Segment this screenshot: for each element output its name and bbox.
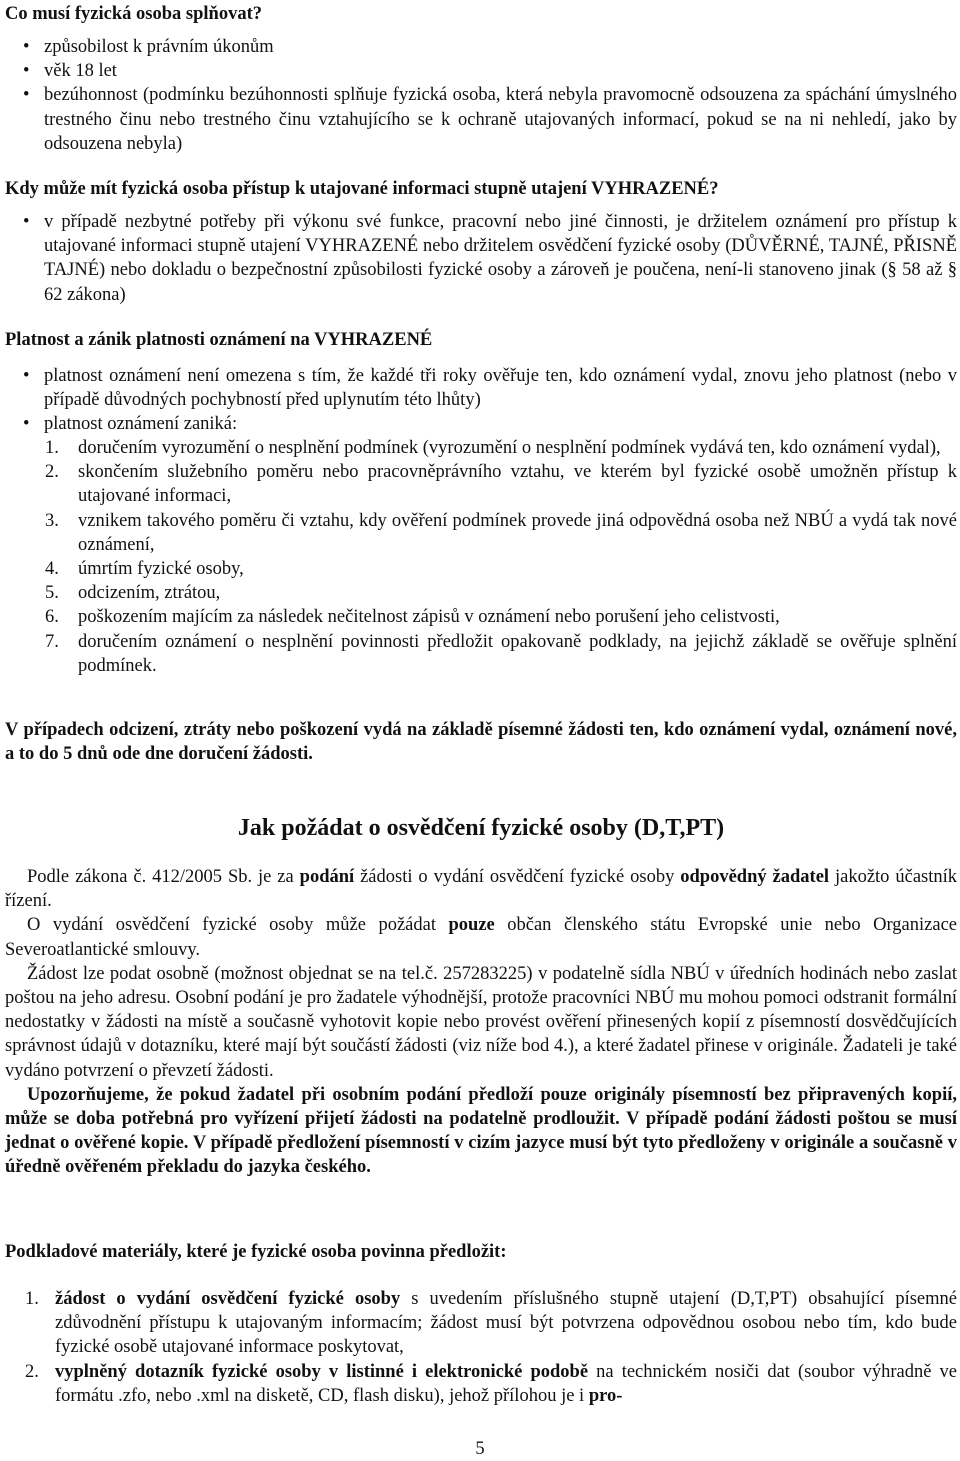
section-heading-documents: Podkladové materiály, které je fyzické osoba povinna předložit: [5, 1242, 507, 1262]
section-heading-validity: Platnost a zánik platnosti oznámení na VYHRAZENÉ [5, 330, 433, 350]
access-list [5, 210, 957, 307]
page-number: 5 [475, 1439, 485, 1459]
validity-list [5, 364, 957, 437]
request-paragraphs [5, 865, 957, 1180]
list-item: 3. vznikem takového poměru či vztahu, kdy ověření podmínek provede jiná odpovědná osoba než NBÚ a vydá tak nové oznámení, [45, 510, 957, 555]
list-item: 2. skončením služebního poměru nebo pracovněprávního vztahu, ve kterém byl fyzické osobě umožněn přístup k utajované informaci, [45, 462, 957, 507]
list-item: • platnost oznámení zaniká: [5, 412, 957, 436]
list-item: • bezúhonnost (podmínku bezúhonnosti splňuje fyzická osoba, která nebyla pravomocně odsouzena za spáchání úmyslného trestného činu nebo trestného činu vztahujícího se k ochraně utajovaných informací, pokud se na ni nehledí, jako by odsouzena nebyla) [5, 83, 957, 156]
list-item: • v případě nezbytné potřeby při výkonu své funkce, pracovní nebo jiné činnosti, je držitelem oznámení pro přístup k utajované informaci stupně utajení VYHRAZENÉ nebo držitelem osvědčení fyzické osoby (DŮVĚRNÉ, TAJNÉ, PŘISNĚ TAJNÉ) nebo dokladu o bezpečnostní způsobilosti fyzické osoby a zároveň je poučena, není-li stanoveno jinak (§ 58 až § 62 zákona) [5, 210, 957, 307]
termination-list [5, 436, 957, 678]
section-heading-requirements: Co musí fyzická osoba splňovat? [5, 4, 262, 24]
requirements-list [5, 35, 957, 156]
paragraph-submission: Žádost lze podat osobně (možnost objednat se na tel.č. 257283225) v podatelně sídla NBÚ v úředních hodinách nebo zaslat poštou na jeho adresu. Osobní podání je pro žadatele výhodnější, protože pracovníci NBÚ mu mohou pomoci odstranit formální nedostatky v žádosti na místě a současně vyhotovit kopie nebo provést ověření přinesených kopií z písemností dosvědčujících správnost údajů v dotazníku, které mají být součástí žádosti (viz níže bod 4.), a které žadatel přinese v originále. Žadateli je také vydáno potvrzení o převzetí žádosti. [5, 963, 957, 1081]
paragraph-law: Podle zákona č. 412/2005 Sb. je za podání žádosti o vydání osvědčení fyzické osoby odpovědný žadatel jakožto účastník řízení. [5, 867, 958, 912]
list-item: 4. úmrtím fyzické osoby, [45, 559, 244, 580]
paragraph-warning: Upozorňujeme, že pokud žadatel při osobním podání předloží pouze originály písemností bez připravených kopií, může se doba potřebná pro vyřízení přijetí žádosti na podatelně prodloužit. V případě podání žádosti poštou se musí jednat o ověřené kopie. V případě předložení písemností v cizím jazyce musí být tyto předloženy v originále a současně v úředně ověřeném překladu do jazyka českého. [5, 1084, 957, 1178]
list-item: 1. doručením vyrozumění o nesplnění podmínek (vyrozumění o nesplnění podmínek vydává ten, kdo oznámení vydal), [45, 438, 941, 458]
list-item: • platnost oznámení není omezena s tím, že každé tři roky ověřuje ten, kdo oznámení vydal, znovu jeho platnost (nebo v případě důvodných pochybností před uplynutím této lhůty) [5, 364, 957, 412]
list-item: 7. doručením oznámení o nesplnění povinnosti předložit opakovaně podklady, na jejichž základě se ověřuje splnění podmínek. [45, 631, 957, 676]
list-item: 1. žádost o vydání osvědčení fyzické osoby s uvedením příslušného stupně utajení (D,T,PT) obsahující písemné zdůvodnění přístupu k utajovaným informacím; žádost musí být potvrzena odpovědnou osobou nebo tím, kdo bude fyzické osobě utajované informace poskytovat, [25, 1289, 957, 1358]
list-item: • způsobilost k právním úkonům [5, 35, 957, 59]
list-item: 2. vyplněný dotazník fyzické osoby v listinné i elektronické podobě na technickém nosiči dat (soubor výhradně ve formátu .zfo, nebo .xml na disketě, CD, flash disku), jehož přílohou je i pro- [25, 1361, 957, 1406]
section-title-request: Jak požádat o osvědčení fyzické osoby (D,T,PT) [237, 815, 725, 841]
list-item: • věk 18 let [5, 59, 957, 83]
list-item: 5. odcizením, ztrátou, [45, 583, 221, 604]
documents-list [5, 1287, 957, 1408]
replacement-note: V případech odcizení, ztráty nebo poškození vydá na základě písemné žádosti ten, kdo oznámení vydal, oznámení nové, a to do 5 dnů ode dne doručení žádosti. [5, 720, 957, 765]
list-item: 6. poškozením majícím za následek nečitelnost zápisů v oznámení nebo porušení jeho celistvosti, [45, 607, 780, 628]
section-heading-access: Kdy může mít fyzická osoba přístup k utajované informaci stupně utajení VYHRAZENÉ? [5, 179, 719, 199]
paragraph-eligibility: O vydání osvědčení fyzické osoby může požádat pouze občan členského státu Evropské unie nebo Organizace Severoatlantické smlouvy. [5, 915, 957, 960]
